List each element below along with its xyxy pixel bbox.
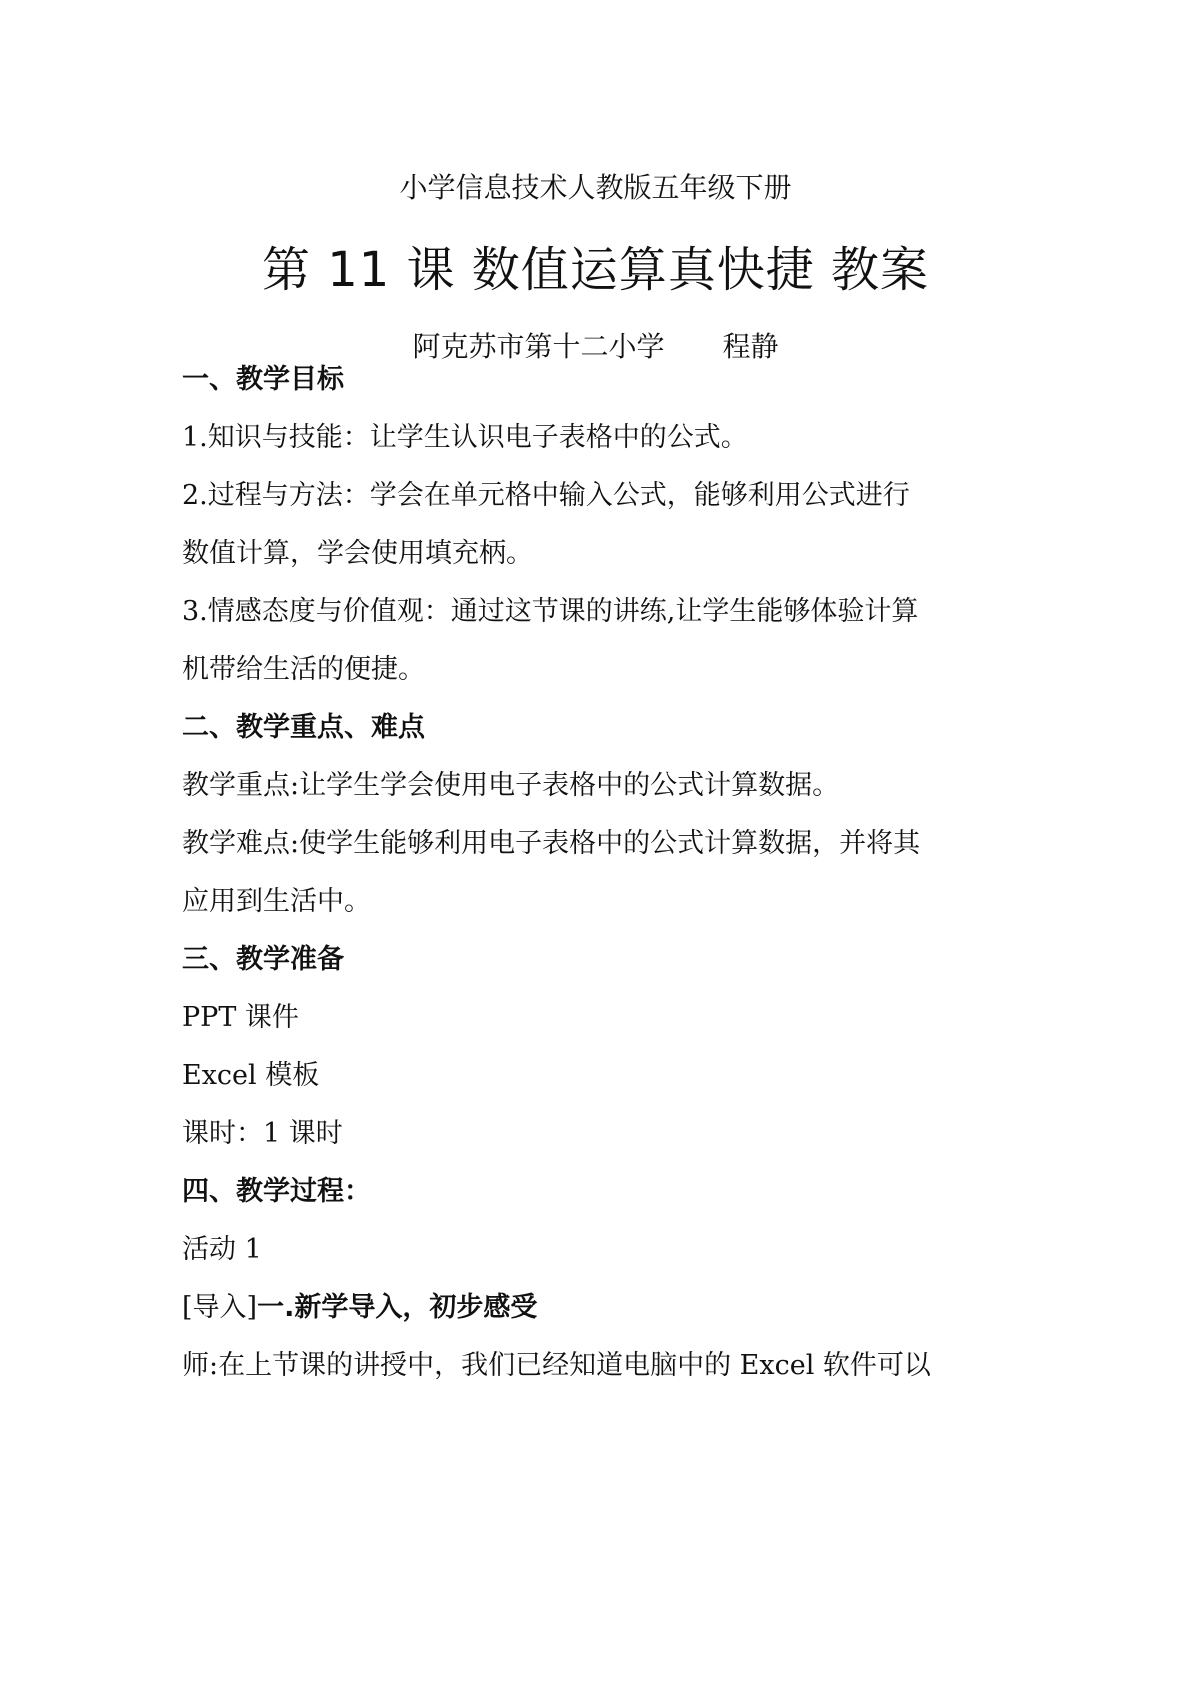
intro-title: 一.新学导入，初步感受 — [257, 1292, 538, 1323]
document-subtitle: 小学信息技术人教版五年级下册 — [399, 171, 792, 204]
document-title: 第 11 课 数值运算真快捷 教案 — [261, 242, 930, 298]
section-heading-process: 四、教学过程： — [182, 1176, 371, 1207]
process-activity: 活动 1 — [182, 1234, 262, 1265]
author-school: 阿克苏市第十二小学 — [412, 330, 665, 363]
preparation-hours: 课时：1 课时 — [182, 1118, 343, 1149]
goal-item-1: 1.知识与技能：让学生认识电子表格中的公式。 — [182, 422, 748, 453]
section-heading-preparation: 三、教学准备 — [182, 944, 344, 975]
preparation-item-excel: Excel 模板 — [182, 1060, 320, 1091]
process-intro — [182, 1288, 1022, 1328]
section-heading-key-points: 二、教学重点、难点 — [182, 712, 425, 743]
goal-item-3-line-2: 机带给生活的便捷。 — [182, 654, 425, 685]
key-focus: 教学重点:让学生学会使用电子表格中的公式计算数据。 — [182, 770, 840, 801]
intro-tag: [导入] — [182, 1292, 258, 1323]
author-name: 程静 — [722, 330, 779, 363]
process-teacher-line: 师:在上节课的讲授中，我们已经知道电脑中的 Excel 软件可以 — [182, 1350, 931, 1381]
goal-item-2-line-2: 数值计算，学会使用填充柄。 — [182, 538, 533, 569]
goal-item-3-line-1: 3.情感态度与价值观：通过这节课的讲练,让学生能够体验计算 — [182, 596, 919, 627]
key-difficulty-line-1: 教学难点:使学生能够利用电子表格中的公式计算数据，并将其 — [182, 828, 921, 859]
goal-item-2-line-1: 2.过程与方法：学会在单元格中输入公式，能够利用公式进行 — [182, 480, 910, 511]
preparation-item-ppt: PPT 课件 — [182, 1002, 299, 1033]
key-difficulty-line-2: 应用到生活中。 — [182, 886, 371, 917]
section-heading-goals: 一、教学目标 — [182, 364, 344, 395]
